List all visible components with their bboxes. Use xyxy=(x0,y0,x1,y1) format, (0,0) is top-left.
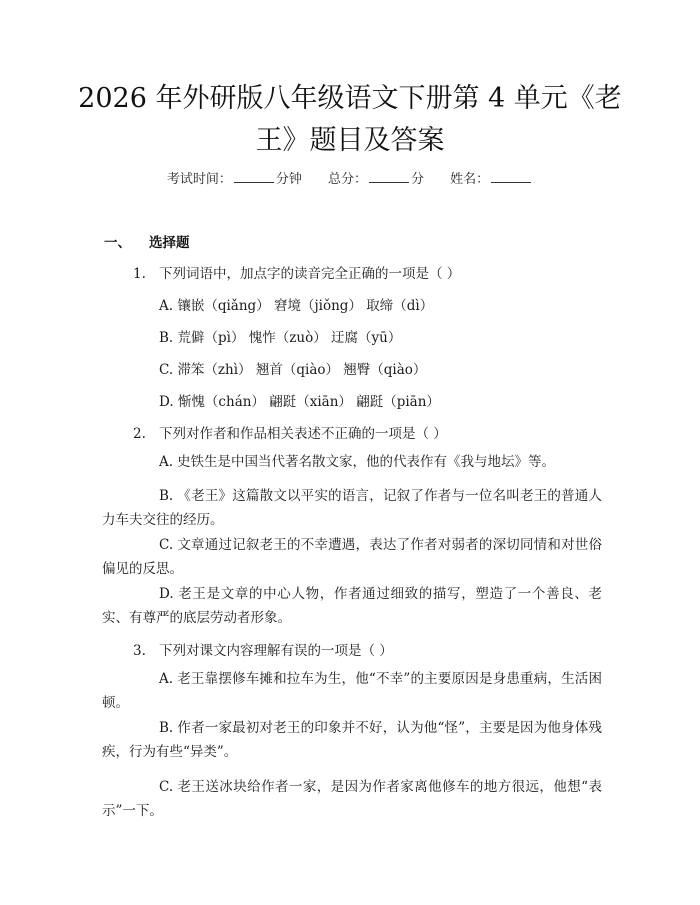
option-label: C. xyxy=(159,362,174,378)
total-score-blank xyxy=(369,170,409,183)
exam-time xyxy=(167,168,302,187)
student-name-label: 姓名： xyxy=(450,172,490,187)
option-label: B. xyxy=(159,330,174,346)
student-name xyxy=(450,168,533,187)
q3-option-c xyxy=(102,775,602,823)
total-score-label: 总分： xyxy=(327,172,367,187)
question-text: 下列词语中，加点字的读音完全正确的一项是（ ） xyxy=(159,266,461,282)
q3-option-a xyxy=(102,667,602,715)
question-number: 2. xyxy=(133,426,146,442)
q1-option-c xyxy=(159,358,426,378)
option-text: 镶嵌（qiǎng） 窘境（jiǒng） 取缔（dì） xyxy=(177,298,434,314)
q1-option-d xyxy=(159,390,440,410)
q2-option-a xyxy=(102,450,602,474)
question-text: 下列对课文内容理解有误的一项是（ ） xyxy=(159,643,393,659)
section-number: 一、 xyxy=(104,235,131,251)
option-label: C. xyxy=(159,779,174,795)
option-label: B. xyxy=(159,720,174,736)
question-2 xyxy=(133,422,633,442)
q3-option-b xyxy=(102,716,602,764)
option-label: D. xyxy=(159,586,174,602)
option-text: 文章通过记叙老王的不幸遭遇，表达了作者对弱者的深切同情和对世俗偏见的反思。 xyxy=(102,537,602,577)
option-text: 滞笨（zhì） 翘首（qiào） 翘臀（qiào） xyxy=(177,362,427,378)
option-text: 惭愧（chán） 翩跹（xiān） 翩跹（piān） xyxy=(177,394,440,410)
option-text: 荒僻（pì） 愧怍（zuò） 迂腐（yū） xyxy=(177,330,402,346)
exam-time-blank xyxy=(234,170,274,183)
option-label: C. xyxy=(159,537,174,553)
q2-option-d xyxy=(102,582,602,630)
question-1 xyxy=(133,262,633,282)
option-label: A. xyxy=(159,298,174,314)
total-score-unit: 分 xyxy=(411,172,425,187)
option-label: D. xyxy=(159,394,174,410)
q1-option-a xyxy=(159,294,433,314)
student-name-blank xyxy=(491,170,531,183)
exam-info-row xyxy=(0,168,700,187)
question-text: 下列对作者和作品相关表述不正确的一项是（ ） xyxy=(159,426,447,442)
title-line-2: 王》题目及答案 xyxy=(255,125,445,156)
option-text: 老王是文章的中心人物，作者通过细致的描写，塑造了一个善良、老实、有尊严的底层劳动者形象。 xyxy=(102,586,602,626)
question-number: 1. xyxy=(133,266,146,282)
q2-option-b xyxy=(102,484,602,532)
document-title xyxy=(60,78,640,162)
option-label: A. xyxy=(159,454,174,470)
question-number: 3. xyxy=(133,643,146,659)
option-text: 作者一家最初对老王的印象并不好，认为他“怪”，主要是因为他身体残疾，行为有些“异类”。 xyxy=(102,720,602,760)
section-title: 选择题 xyxy=(149,235,190,251)
total-score xyxy=(328,168,424,187)
option-text: 老王靠摆修车摊和拉车为生，他“不幸”的主要原因是身患重病，生活困顿。 xyxy=(102,671,602,711)
section-heading xyxy=(104,231,190,251)
title-line-1: 2026 年外研版八年级语文下册第 4 单元《老 xyxy=(78,83,622,114)
exam-time-unit: 分钟 xyxy=(275,172,302,187)
question-3 xyxy=(133,639,633,659)
option-label: B. xyxy=(159,488,174,504)
option-text: 《老王》这篇散文以平实的语言，记叙了作者与一位名叫老王的普通人力车夫交往的经历。 xyxy=(102,488,602,528)
option-text: 老王送冰块给作者一家，是因为作者家离他修车的地方很远，他想“表示”一下。 xyxy=(102,779,602,819)
q2-option-c xyxy=(102,533,602,581)
option-label: A. xyxy=(159,671,174,687)
q1-option-b xyxy=(159,326,401,346)
option-text: 史铁生是中国当代著名散文家，他的代表作有《我与地坛》等。 xyxy=(177,454,556,470)
exam-time-label: 考试时间： xyxy=(166,172,232,187)
